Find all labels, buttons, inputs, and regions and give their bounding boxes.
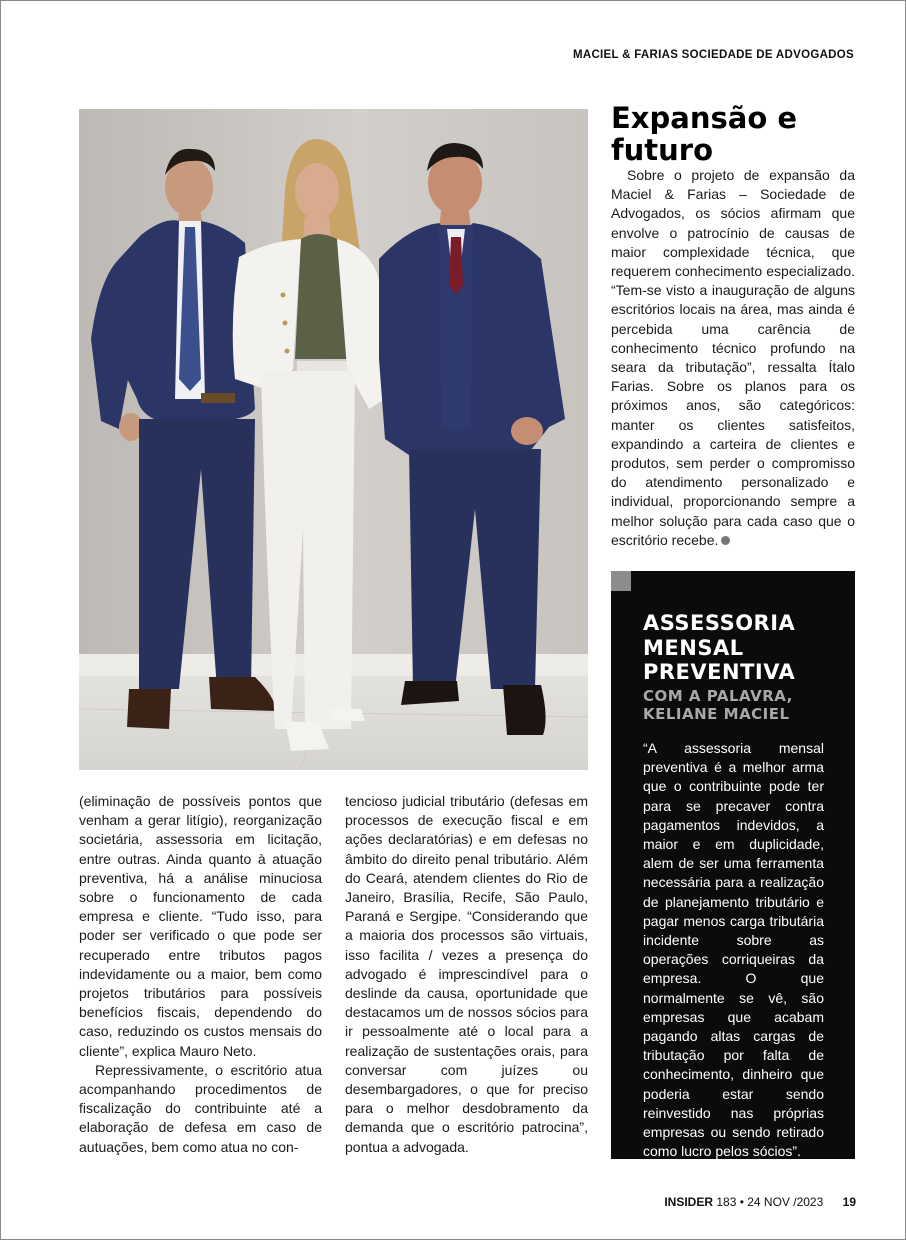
end-of-article-icon	[721, 536, 730, 545]
paragraph-repressive: Repressivamente, o escritório atua acompanhando procedimentos de fiscalização do contribuinte até a elaboração de defesa em caso de autuações, bem como atua no con-	[79, 1061, 322, 1155]
article-column-right	[611, 166, 855, 550]
footer-issue-info: 183 • 24 NOV /2023	[716, 1195, 824, 1209]
box-quote: “A assessoria mensal preventiva é a melhor arma que o contribuinte pode ter para se precaver contra pagamentos indevidos, a maior e em duplicidade, alem de ser uma ferramenta necessária para a realização de planejamento tributário e pagar menos carga tributária incidente sobre as operações corriqueiras da empresa. O que normalmente se vê, são empresas que acabam pagando altas cargas de tributação por falta de conhecimento, dinheiro que poderia estar sendo reinvestido nas próprias empresas ou sendo retirado como lucro pelos sócios”.	[643, 740, 824, 1160]
article-column-left	[79, 792, 322, 1157]
box-corner-square	[611, 571, 631, 591]
section-title: Expansão e futuro	[611, 101, 798, 167]
sidebar-box	[611, 571, 855, 1159]
footer-magazine: INSIDER	[664, 1195, 713, 1209]
box-subtitle: COM A PALAVRA, KELIANE MACIEL	[643, 687, 793, 723]
paragraph-expansion-text: Sobre o projeto de expansão da Maciel & Farias – Sociedade de Advogados, os sócios afirmam que envolve o patrocínio de causas de maior complexidade técnica, que requerem conhecimento especializado. “Tem-se visto a inauguração de alguns escritórios locais na área, mas ainda é percebida uma carência de conhecimento técnico profundo na seara da tributação”, ressalta Ítalo Farias. Sobre os planos para os próximos anos, são categóricos: manter os clientes satisfeitos, expandindo a carteira de clientes e produtos, sem perder o compromisso do atendimento personalizado e individual, proporcionando sempre a melhor solução para cada caso que o escritório recebe.	[611, 167, 855, 548]
page-number: 19	[842, 1195, 856, 1209]
partners-photo	[79, 109, 588, 770]
paragraph-expansion	[611, 166, 855, 550]
paragraph-preventive: (eliminação de possíveis pontos que venham a gerar litígio), reorganização societária, assessoria em licitação, entre outras. Ainda quanto à atuação preventiva, há a análise minuciosa sobre o funcionamento de cada empresa e cliente. “Tudo isso, para poder ser verificado o que pode ser recuperado entre tributos pagos indevidamente ou a maior, bem como projetos tributários para possíveis benefícios fiscais, dependendo do caso, reduzindo os custos mensais do cliente”, explica Mauro Neto.	[79, 793, 322, 1059]
box-title: ASSESSORIA MENSAL PREVENTIVA	[643, 611, 796, 684]
partners-photo-illustration	[79, 109, 588, 770]
paragraph-litigation: tencioso judicial tributário (defesas em processos de execução fiscal e em ações declaratórias) e em defesas no âmbito do direito penal tributário. Além do Ceará, atendem clientes do Rio de Janeiro, Brasília, Recife, São Paulo, Paraná e Sergipe. “Considerando que a maioria dos processos são virtuais, isso facilita / vezes a presença do advogado é imprescindível para o deslinde da causa, oportunidade que destacamos um de nossos sócios para ir pessoalmente até o local para a realização de sustentações orais, para conversar com juízes ou desembargadores, o que for preciso para o melhor desdobramento da demanda que o escritório patrocina”, pontua a advogada.	[345, 793, 588, 1155]
article-column-middle	[345, 792, 588, 1157]
running-head: MACIEL & FARIAS SOCIEDADE DE ADVOGADOS	[572, 49, 854, 61]
page-footer	[664, 1195, 856, 1209]
